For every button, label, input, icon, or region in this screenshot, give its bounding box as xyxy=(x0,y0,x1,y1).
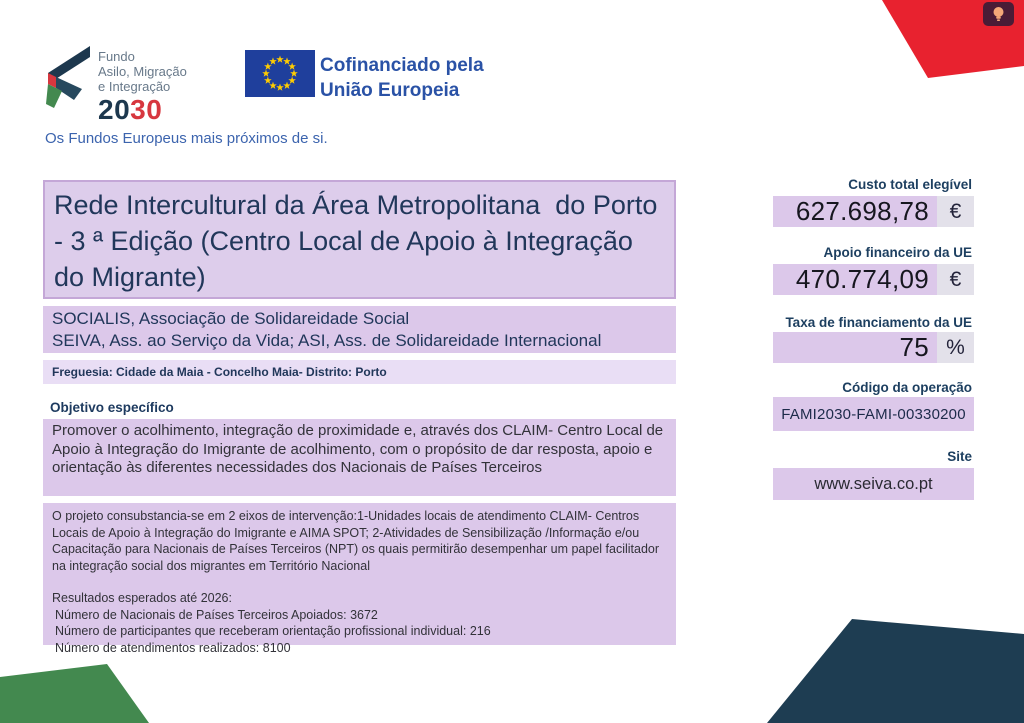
objective-heading: Objetivo específico xyxy=(50,400,174,415)
eu-support-value: 470.774,09 xyxy=(773,264,937,295)
lightbulb-icon xyxy=(992,6,1005,23)
eu-support-label: Apoio financeiro da UE xyxy=(823,245,972,260)
operation-code-value: FAMI2030-FAMI-00330200 xyxy=(781,405,966,423)
fami-logo-line2: Asilo, Migração xyxy=(98,64,187,79)
results-heading: Resultados esperados até 2026: xyxy=(52,591,232,605)
fami-2030-logo-icon xyxy=(45,46,91,109)
objective-text: Promover o acolhimento, integração de proximidade e, através dos CLAIM- Centro Local de Apoio à Integração do Imigrante de acolhimento, com o propósito de dar resposta, apoio e orientação às diferentes necessidades dos Nacionais de Países Terceiros xyxy=(52,422,664,476)
site-link[interactable]: www.seiva.co.pt xyxy=(814,474,933,493)
location-text: Freguesia: Cidade da Maia - Concelho Maia- Distrito: Porto xyxy=(52,365,387,379)
result-line: Número de participantes que receberam orientação profissional individual: 216 xyxy=(55,624,491,638)
lightbulb-badge-button[interactable] xyxy=(983,2,1014,26)
description-spacer xyxy=(52,574,667,590)
financing-rate-value: 75 xyxy=(773,332,937,363)
teal-corner-shape xyxy=(767,619,1024,723)
beneficiaries-box xyxy=(43,306,676,353)
operation-code-box xyxy=(773,397,974,431)
location-bar xyxy=(43,360,676,384)
financing-rate-label: Taxa de financiamento da UE xyxy=(785,315,972,330)
fami-year-prefix: 20 xyxy=(98,94,131,125)
site-box xyxy=(773,468,974,500)
green-corner-shape xyxy=(0,664,149,723)
eu-cofinancing-line2: União Europeia xyxy=(320,80,460,101)
financing-rate-box xyxy=(773,332,974,363)
funds-tagline: Os Fundos Europeus mais próximos de si. xyxy=(45,130,328,147)
site-label: Site xyxy=(947,449,972,464)
beneficiary-line: SOCIALIS, Associação de Solidareidade Social xyxy=(52,309,410,328)
result-line: Número de Nacionais de Países Terceiros Apoiados: 3672 xyxy=(55,607,378,622)
description-text: O projeto consubstancia-se em 2 eixos de intervenção:1-Unidades locais de atendimento CLAIM- Centros Locais de Apoio à Integração do Imigrante e AIMA SPOT; 2-Atividades de Sensibilização /Informação e/ou Capacitação para Nacionais de Países Terceiros (NPT) os quais permitirão desempenhar um papel facilitador na integração social dos migrantes em Território Nacional xyxy=(52,509,660,573)
objective-box xyxy=(43,419,676,496)
beneficiary-line: SEIVA, Ass. ao Serviço da Vida; ASI, Ass. de Solidareidade Internacional xyxy=(52,330,602,350)
total-cost-label: Custo total elegível xyxy=(848,177,972,192)
total-cost-value: 627.698,78 xyxy=(773,196,937,227)
fami-logo-line1: Fundo xyxy=(98,49,135,64)
fami-2030-logo-text xyxy=(98,49,187,124)
fami-logo-year xyxy=(98,96,187,124)
description-box xyxy=(43,503,676,655)
eu-cofinancing-text xyxy=(320,53,484,103)
euro-unit: € xyxy=(937,264,974,295)
fami-year-suffix: 30 xyxy=(130,94,163,125)
eu-flag-icon xyxy=(245,50,315,97)
percent-unit: % xyxy=(937,332,974,363)
operation-code-label: Código da operação xyxy=(842,380,972,395)
eu-support-box xyxy=(773,264,974,295)
result-line: Número de atendimentos realizados: 8100 xyxy=(55,640,291,655)
eu-cofinancing-line1: Cofinanciado pela xyxy=(320,55,484,76)
fami-logo-line3: e Integração xyxy=(98,79,171,94)
total-cost-box xyxy=(773,196,974,227)
project-title: Rede Intercultural da Área Metropolitana do Porto - 3 ª Edição (Centro Local de Apoio à Integração do Migrante) xyxy=(43,180,676,299)
euro-unit: € xyxy=(937,196,974,227)
